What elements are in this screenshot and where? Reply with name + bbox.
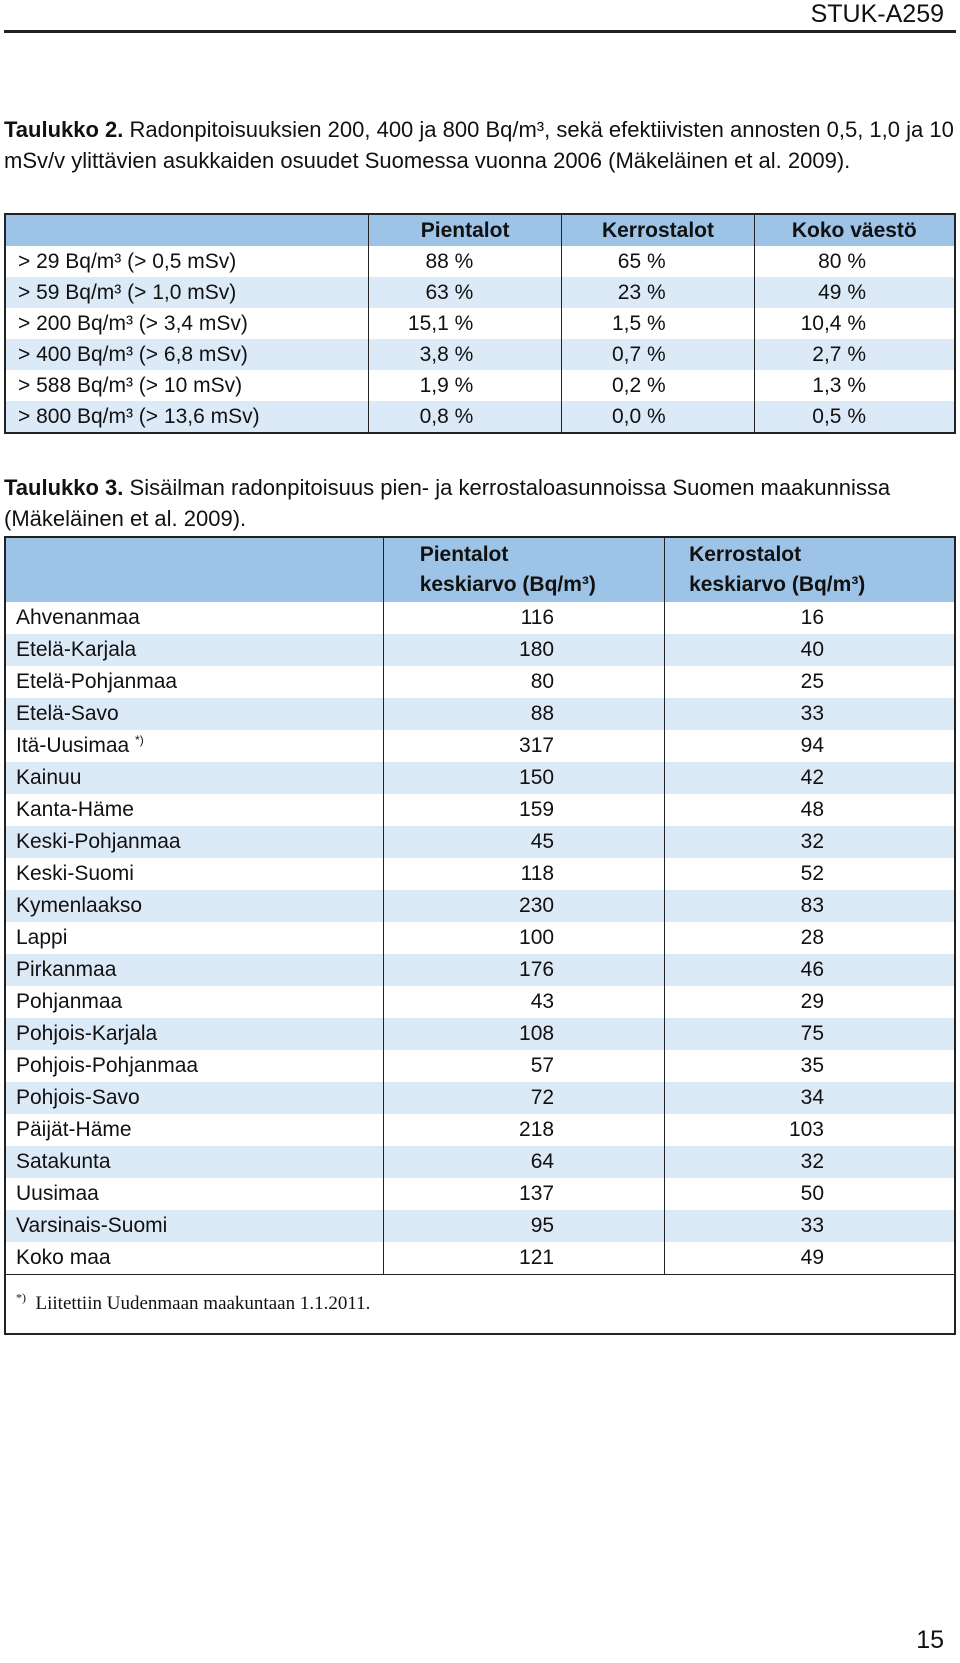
region-label: Varsinais-Suomi [16, 1214, 168, 1237]
table3-col-header [665, 537, 955, 602]
region-name [5, 1242, 383, 1275]
region-name [5, 730, 383, 762]
region-label: Kanta-Häme [16, 798, 134, 821]
cell-value: 1,5 % [562, 308, 754, 339]
table3-col1-line2: keskiarvo (Bq/m³) [419, 573, 596, 596]
table-row [5, 308, 955, 339]
region-label: Keski-Pohjanmaa [16, 830, 181, 853]
region-name [5, 762, 383, 794]
region-label: Etelä-Karjala [16, 638, 137, 661]
table-row [5, 890, 955, 922]
cell-value: 57 [383, 1050, 664, 1082]
table3-col1-line1: Pientalot [419, 543, 509, 566]
cell-value: 35 [665, 1050, 955, 1082]
table-row [5, 401, 955, 433]
row-label: > 200 Bq/m³ (> 3,4 mSv) [5, 308, 368, 339]
cell-value: 28 [665, 922, 955, 954]
region-label: Kainuu [16, 766, 82, 789]
cell-value: 137 [383, 1178, 664, 1210]
region-name [5, 1050, 383, 1082]
table3-col-header-empty [5, 537, 383, 602]
cell-value: 88 % [368, 246, 561, 277]
note-mark: *) [135, 733, 144, 747]
region-name [5, 986, 383, 1018]
cell-value: 29 [665, 986, 955, 1018]
table3-header-row [5, 537, 955, 602]
table-row [5, 1210, 955, 1242]
region-label: Satakunta [16, 1150, 111, 1173]
region-name [5, 826, 383, 858]
cell-value: 15,1 % [368, 308, 561, 339]
cell-value: 10,4 % [754, 308, 955, 339]
region-label: Pirkanmaa [16, 958, 117, 981]
table2-col-header: Kerrostalot [562, 214, 754, 246]
region-label: Koko maa [16, 1246, 111, 1269]
cell-value: 116 [383, 602, 664, 634]
table-row [5, 858, 955, 890]
region-label: Ahvenanmaa [16, 606, 140, 629]
cell-value: 230 [383, 890, 664, 922]
cell-value: 180 [383, 634, 664, 666]
region-label: Itä-Uusimaa [16, 734, 130, 757]
cell-value: 52 [665, 858, 955, 890]
table-row [5, 730, 955, 762]
table3-caption-text: Sisäilman radonpitoisuus pien- ja kerrostaloasunnoissa Suomen maakunnissa (Mäkeläinen et al. 2009). [4, 475, 891, 531]
cell-value: 72 [383, 1082, 664, 1114]
page-number: 15 [916, 1626, 944, 1654]
region-name [5, 602, 383, 634]
table-row [5, 1242, 955, 1275]
row-label: > 59 Bq/m³ (> 1,0 mSv) [5, 277, 368, 308]
cell-value: 3,8 % [368, 339, 561, 370]
cell-value: 176 [383, 954, 664, 986]
table-row [5, 246, 955, 277]
cell-value: 0,0 % [562, 401, 754, 433]
cell-value: 42 [665, 762, 955, 794]
table2-caption [4, 114, 954, 176]
footnote-mark: *) [16, 1290, 26, 1305]
region-label: Lappi [16, 926, 68, 949]
cell-value: 83 [665, 890, 955, 922]
region-name [5, 634, 383, 666]
region-label: Pohjanmaa [16, 990, 123, 1013]
region-name [5, 1178, 383, 1210]
region-name [5, 922, 383, 954]
table-row [5, 794, 955, 826]
table-row [5, 826, 955, 858]
cell-value: 50 [665, 1178, 955, 1210]
table-row [5, 339, 955, 370]
region-name [5, 1018, 383, 1050]
region-name [5, 794, 383, 826]
table3-footnote [5, 1275, 955, 1335]
running-header: STUK-A259 [810, 0, 944, 28]
row-label: > 588 Bq/m³ (> 10 mSv) [5, 370, 368, 401]
cell-value: 94 [665, 730, 955, 762]
cell-value: 32 [665, 1146, 955, 1178]
table2-caption-label: Taulukko 2. [4, 117, 124, 142]
region-name [5, 890, 383, 922]
table2 [4, 213, 956, 434]
cell-value: 95 [383, 1210, 664, 1242]
table2-col-header [5, 214, 368, 246]
table2-caption-text: Radonpitoisuuksien 200, 400 ja 800 Bq/m³, sekä efektiivisten annosten 0,5, 1,0 ja 10 mSv/v ylittävien asukkaiden osuudet Suomessa vuonna 2006 (Mäkeläinen et al. 2009). [4, 117, 954, 173]
cell-value: 49 [665, 1242, 955, 1275]
row-label: > 800 Bq/m³ (> 13,6 mSv) [5, 401, 368, 433]
table3-col2-line2: keskiarvo (Bq/m³) [689, 573, 866, 596]
cell-value: 159 [383, 794, 664, 826]
region-label: Uusimaa [16, 1182, 99, 1205]
region-label: Pohjois-Pohjanmaa [16, 1054, 199, 1077]
cell-value: 48 [665, 794, 955, 826]
table-row [5, 277, 955, 308]
table3 [4, 536, 956, 1335]
cell-value: 118 [383, 858, 664, 890]
cell-value: 43 [383, 986, 664, 1018]
table3-caption [4, 472, 954, 534]
cell-value: 40 [665, 634, 955, 666]
cell-value: 33 [665, 1210, 955, 1242]
cell-value: 49 % [754, 277, 955, 308]
cell-value: 103 [665, 1114, 955, 1146]
cell-value: 23 % [562, 277, 754, 308]
cell-value: 218 [383, 1114, 664, 1146]
cell-value: 100 [383, 922, 664, 954]
region-label: Pohjois-Savo [16, 1086, 140, 1109]
table3-caption-label: Taulukko 3. [4, 475, 124, 500]
region-name [5, 1082, 383, 1114]
table3-body [5, 602, 955, 1275]
cell-value: 34 [665, 1082, 955, 1114]
table3-col2-line1: Kerrostalot [689, 543, 802, 566]
cell-value: 0,7 % [562, 339, 754, 370]
table-row [5, 1018, 955, 1050]
table-row [5, 1082, 955, 1114]
cell-value: 75 [665, 1018, 955, 1050]
region-label: Etelä-Savo [16, 702, 119, 725]
cell-value: 0,8 % [368, 401, 561, 433]
cell-value: 33 [665, 698, 955, 730]
region-name [5, 1210, 383, 1242]
cell-value: 1,3 % [754, 370, 955, 401]
cell-value: 25 [665, 666, 955, 698]
cell-value: 64 [383, 1146, 664, 1178]
cell-value: 317 [383, 730, 664, 762]
table-row [5, 370, 955, 401]
table2-header-row [5, 214, 955, 246]
region-name [5, 954, 383, 986]
region-label: Pohjois-Karjala [16, 1022, 158, 1045]
header-rule [4, 30, 956, 33]
table3-footnote-row [5, 1275, 955, 1335]
region-label: Kymenlaakso [16, 894, 143, 917]
table3-col-header [383, 537, 664, 602]
cell-value: 150 [383, 762, 664, 794]
region-label: Päijät-Häme [16, 1118, 132, 1141]
footnote-text: Liitettiin Uudenmaan maakuntaan 1.1.2011. [35, 1293, 371, 1314]
cell-value: 1,9 % [368, 370, 561, 401]
cell-value: 121 [383, 1242, 664, 1275]
region-name [5, 666, 383, 698]
table-row [5, 666, 955, 698]
row-label: > 29 Bq/m³ (> 0,5 mSv) [5, 246, 368, 277]
table-row [5, 634, 955, 666]
table-row [5, 762, 955, 794]
table-row [5, 1050, 955, 1082]
cell-value: 32 [665, 826, 955, 858]
table-row [5, 954, 955, 986]
table-row [5, 698, 955, 730]
cell-value: 80 [383, 666, 664, 698]
cell-value: 2,7 % [754, 339, 955, 370]
cell-value: 45 [383, 826, 664, 858]
table2-body [5, 246, 955, 433]
row-label: > 400 Bq/m³ (> 6,8 mSv) [5, 339, 368, 370]
region-label: Etelä-Pohjanmaa [16, 670, 178, 693]
cell-value: 0,5 % [754, 401, 955, 433]
table-row [5, 602, 955, 634]
table-row [5, 1146, 955, 1178]
region-name [5, 1114, 383, 1146]
table-row [5, 922, 955, 954]
region-name [5, 698, 383, 730]
cell-value: 80 % [754, 246, 955, 277]
table2-col-header: Koko väestö [754, 214, 955, 246]
cell-value: 88 [383, 698, 664, 730]
table2-col-header: Pientalot [368, 214, 561, 246]
cell-value: 108 [383, 1018, 664, 1050]
region-name [5, 858, 383, 890]
cell-value: 63 % [368, 277, 561, 308]
table-row [5, 1178, 955, 1210]
table-row [5, 1114, 955, 1146]
cell-value: 0,2 % [562, 370, 754, 401]
cell-value: 65 % [562, 246, 754, 277]
cell-value: 46 [665, 954, 955, 986]
region-label: Keski-Suomi [16, 862, 134, 885]
cell-value: 16 [665, 602, 955, 634]
region-name [5, 1146, 383, 1178]
table-row [5, 986, 955, 1018]
